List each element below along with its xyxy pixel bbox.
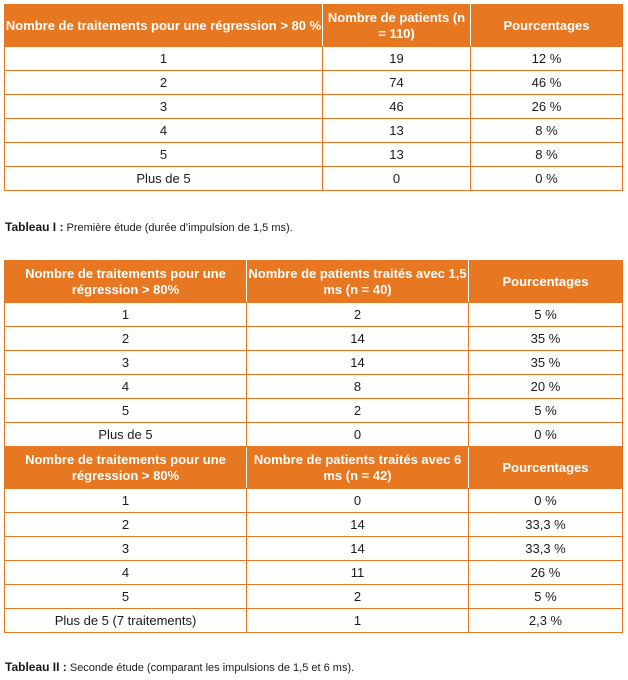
table-row [5, 327, 623, 351]
table-cell: 5 % [469, 399, 623, 423]
table-cell: 33,3 % [469, 513, 623, 537]
table-cell: 5 [5, 585, 247, 609]
table-row [5, 95, 623, 119]
table-cell: 0 [323, 167, 471, 191]
table-cell: 2,3 % [469, 609, 623, 633]
table-cell: 35 % [469, 351, 623, 375]
table-cell: 4 [5, 375, 247, 399]
table-cell: 74 [323, 71, 471, 95]
table-body [5, 489, 623, 633]
table-cell: 26 % [471, 95, 623, 119]
table-cell: 5 % [469, 585, 623, 609]
caption-text: Seconde étude (comparant les impulsions de 1,5 et 6 ms). [66, 662, 355, 674]
caption-label: Tableau II : [5, 660, 67, 674]
table-cell: 46 % [471, 71, 623, 95]
table-row [5, 71, 623, 95]
table-cell: 2 [5, 327, 247, 351]
table-cell: 26 % [469, 561, 623, 585]
table-cell: 5 % [469, 303, 623, 327]
table-cell: 8 % [471, 119, 623, 143]
table-cell: 0 % [469, 423, 623, 447]
table-row [5, 303, 623, 327]
table-cell: 33,3 % [469, 537, 623, 561]
table-cell: 11 [247, 561, 469, 585]
table-cell: 0 % [469, 489, 623, 513]
table-cell: 2 [247, 399, 469, 423]
table-cell: 13 [323, 143, 471, 167]
table-2 [4, 260, 623, 633]
table-body [5, 47, 623, 191]
caption-label: Tableau I : [5, 220, 64, 234]
table-row [5, 585, 623, 609]
table-cell: 0 [247, 423, 469, 447]
table-cell: 2 [247, 303, 469, 327]
table-header: Nombre de patients (n = 110) [323, 5, 471, 47]
table-header: Nombre de patients traités avec 1,5 ms (n = 40) [247, 261, 469, 303]
table-cell: 3 [5, 95, 323, 119]
table-row [5, 423, 623, 447]
table-cell: 4 [5, 561, 247, 585]
table-cell: 8 [247, 375, 469, 399]
table-cell: 5 [5, 399, 247, 423]
table-row [5, 351, 623, 375]
table-cell: 1 [5, 489, 247, 513]
table-cell: 46 [323, 95, 471, 119]
table-body [5, 303, 623, 447]
table-cell: 14 [247, 537, 469, 561]
table-row [5, 489, 623, 513]
table-cell: Plus de 5 (7 traitements) [5, 609, 247, 633]
table-header: Pourcentages [469, 261, 623, 303]
table-row [5, 513, 623, 537]
table-cell: 14 [247, 327, 469, 351]
table-cell: 1 [5, 303, 247, 327]
table-cell: 8 % [471, 143, 623, 167]
table-cell: 0 [247, 489, 469, 513]
table-header: Nombre de traitements pour une régression > 80% [5, 261, 247, 303]
table-cell: 35 % [469, 327, 623, 351]
caption-text: Première étude (durée d’impulsion de 1,5 ms). [63, 222, 293, 234]
table-cell: 2 [5, 513, 247, 537]
table-row [5, 167, 623, 191]
table-cell: Plus de 5 [5, 167, 323, 191]
table-row [5, 537, 623, 561]
table-row [5, 119, 623, 143]
table-header: Pourcentages [469, 447, 623, 489]
table-cell: 14 [247, 513, 469, 537]
table-row [5, 609, 623, 633]
table-cell: 3 [5, 537, 247, 561]
table-cell: Plus de 5 [5, 423, 247, 447]
table-cell: 14 [247, 351, 469, 375]
table-cell: 20 % [469, 375, 623, 399]
table-cell: 5 [5, 143, 323, 167]
table-1-caption [5, 220, 293, 234]
table-1 [4, 4, 623, 191]
table-cell: 2 [5, 71, 323, 95]
table-cell: 0 % [471, 167, 623, 191]
table-row [5, 399, 623, 423]
table-cell: 12 % [471, 47, 623, 71]
table-header: Pourcentages [471, 5, 623, 47]
table-cell: 19 [323, 47, 471, 71]
table-row [5, 47, 623, 71]
table-header: Nombre de traitements pour une régression > 80 % [5, 5, 323, 47]
table-cell: 3 [5, 351, 247, 375]
table-2-caption [5, 660, 354, 674]
table-row [5, 143, 623, 167]
table-cell: 13 [323, 119, 471, 143]
table-cell: 4 [5, 119, 323, 143]
table-cell: 2 [247, 585, 469, 609]
table-row [5, 375, 623, 399]
table-cell: 1 [5, 47, 323, 71]
table-header: Nombre de traitements pour une régression > 80% [5, 447, 247, 489]
table-cell: 1 [247, 609, 469, 633]
table-header: Nombre de patients traités avec 6 ms (n = 42) [247, 447, 469, 489]
table-row [5, 561, 623, 585]
